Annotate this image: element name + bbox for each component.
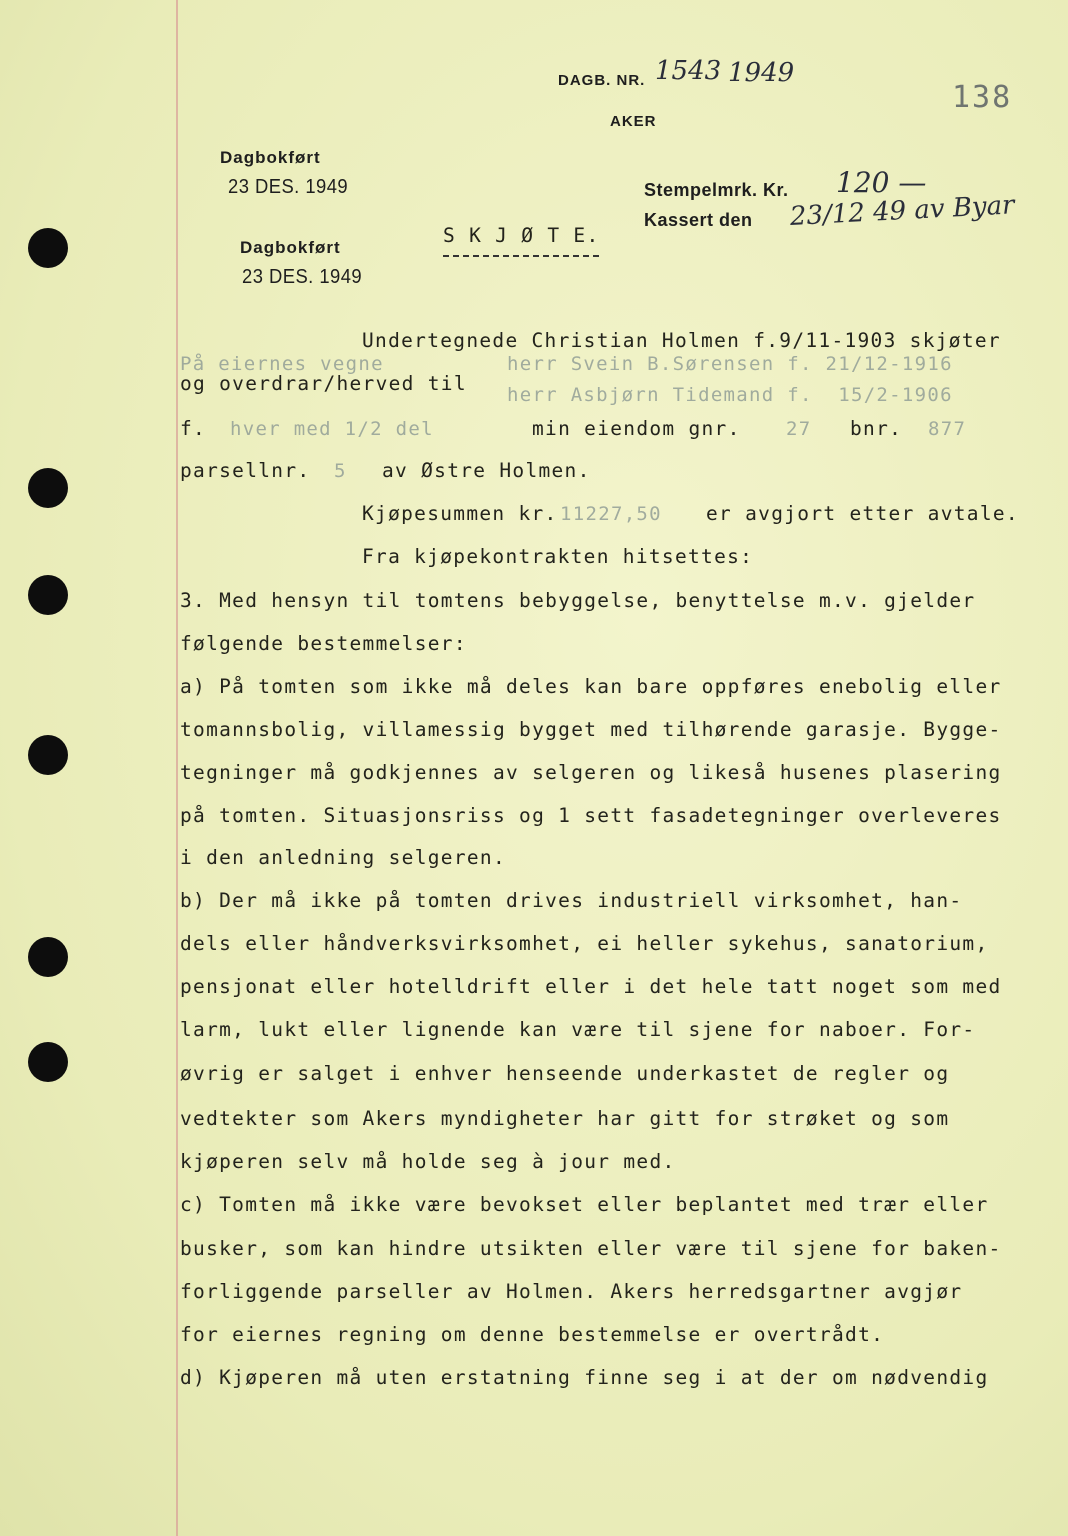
dagbokfort-stamp-1: Dagbokført <box>220 148 321 167</box>
line-16: pensjonat eller hotelldrift eller i det hele tatt noget som med <box>180 975 1002 998</box>
date-stamp-1: 23 DES. 1949 <box>228 176 349 198</box>
line-4b: av Østre Holmen. <box>382 459 591 482</box>
dagb-year: 1949 <box>728 58 795 88</box>
punch-hole <box>28 468 68 508</box>
line-20: kjøperen selv må holde seg à jour med. <box>180 1150 676 1173</box>
line-3b: min eiendom gnr. <box>532 417 741 440</box>
line-17: larm, lukt eller lignende kan være til sjene for naboer. For- <box>180 1018 976 1041</box>
field-buyer-1: herr Svein B.Sørensen f. 21/12-1916 <box>507 353 953 375</box>
field-buyer-2: herr Asbjørn Tidemand f. 15/2-1906 <box>507 384 953 406</box>
field-vegne: På eiernes vegne <box>180 353 384 375</box>
line-1: Undertegnede Christian Holmen f.9/11-1903 skjøter <box>362 329 1001 352</box>
line-3a: f. <box>180 417 207 440</box>
stempelmerke-value: 120 — <box>836 166 927 199</box>
line-7: 3. Med hensyn til tomtens bebyggelse, benyttelse m.v. gjelder <box>180 589 976 612</box>
line-13: i den anledning selgeren. <box>180 846 506 869</box>
line-9: a) På tomten som ikke må deles kan bare oppføres enebolig eller <box>180 675 1002 698</box>
line-5a: Kjøpesummen kr. <box>362 502 558 525</box>
aker-stamp: AKER <box>610 113 657 130</box>
line-4a: parsellnr. <box>180 459 311 482</box>
line-5b: er avgjort etter avtale. <box>706 502 1019 525</box>
punch-hole <box>28 575 68 615</box>
dagb-number: 1543 <box>655 56 722 86</box>
line-19: vedtekter som Akers myndigheter har gitt for strøket og som <box>180 1107 950 1130</box>
line-18: øvrig er salget i enhver henseende underkastet de regler og <box>180 1062 950 1085</box>
document-title: S K J Ø T E. <box>443 224 600 247</box>
title-underline <box>443 255 599 257</box>
punch-hole <box>28 228 68 268</box>
line-14: b) Der må ikke på tomten drives industriell virksomhet, han- <box>180 889 963 912</box>
field-parsellnr: 5 <box>334 460 347 482</box>
field-share: hver med 1/2 del <box>230 418 434 440</box>
line-8: følgende bestemmelser: <box>180 632 467 655</box>
kassert-label: Kassert den <box>644 210 753 230</box>
field-bnr: 877 <box>928 418 967 440</box>
dagbokfort-stamp-2: Dagbokført <box>240 238 341 257</box>
stempelmerke-label: Stempelmrk. Kr. <box>644 180 789 200</box>
margin-line <box>176 0 178 1536</box>
line-11: tegninger må godkjennes av selgeren og likeså husenes plasering <box>180 761 1002 784</box>
line-10: tomannsbolig, villamessig bygget med tilhørende garasje. Bygge- <box>180 718 1002 741</box>
line-3c: bnr. <box>850 417 903 440</box>
punch-hole <box>28 735 68 775</box>
kassert-value: 23/12 49 av Byar <box>789 190 1016 232</box>
field-price: 11227,50 <box>560 503 662 525</box>
date-stamp-2: 23 DES. 1949 <box>242 266 363 288</box>
line-2: og overdrar/herved til <box>180 372 467 395</box>
field-gnr: 27 <box>786 418 812 440</box>
line-12: på tomten. Situasjonsriss og 1 sett fasadetegninger overleveres <box>180 804 1002 827</box>
page-number: 138 <box>952 80 1013 115</box>
punch-hole <box>28 937 68 977</box>
line-23: forliggende parseller av Holmen. Akers herredsgartner avgjør <box>180 1280 963 1303</box>
line-25: d) Kjøperen må uten erstatning finne seg i at der om nødvendig <box>180 1366 989 1389</box>
line-24: for eiernes regning om denne bestemmelse er overtrådt. <box>180 1323 885 1346</box>
line-22: busker, som kan hindre utsikten eller være til sjene for baken- <box>180 1237 1002 1260</box>
line-6: Fra kjøpekontrakten hitsettes: <box>362 545 754 568</box>
line-21: c) Tomten må ikke være bevokset eller beplantet med trær eller <box>180 1193 989 1216</box>
punch-hole <box>28 1042 68 1082</box>
dagb-label: DAGB. NR. <box>558 72 646 89</box>
line-15: dels eller håndverksvirksomhet, ei heller sykehus, sanatorium, <box>180 932 989 955</box>
